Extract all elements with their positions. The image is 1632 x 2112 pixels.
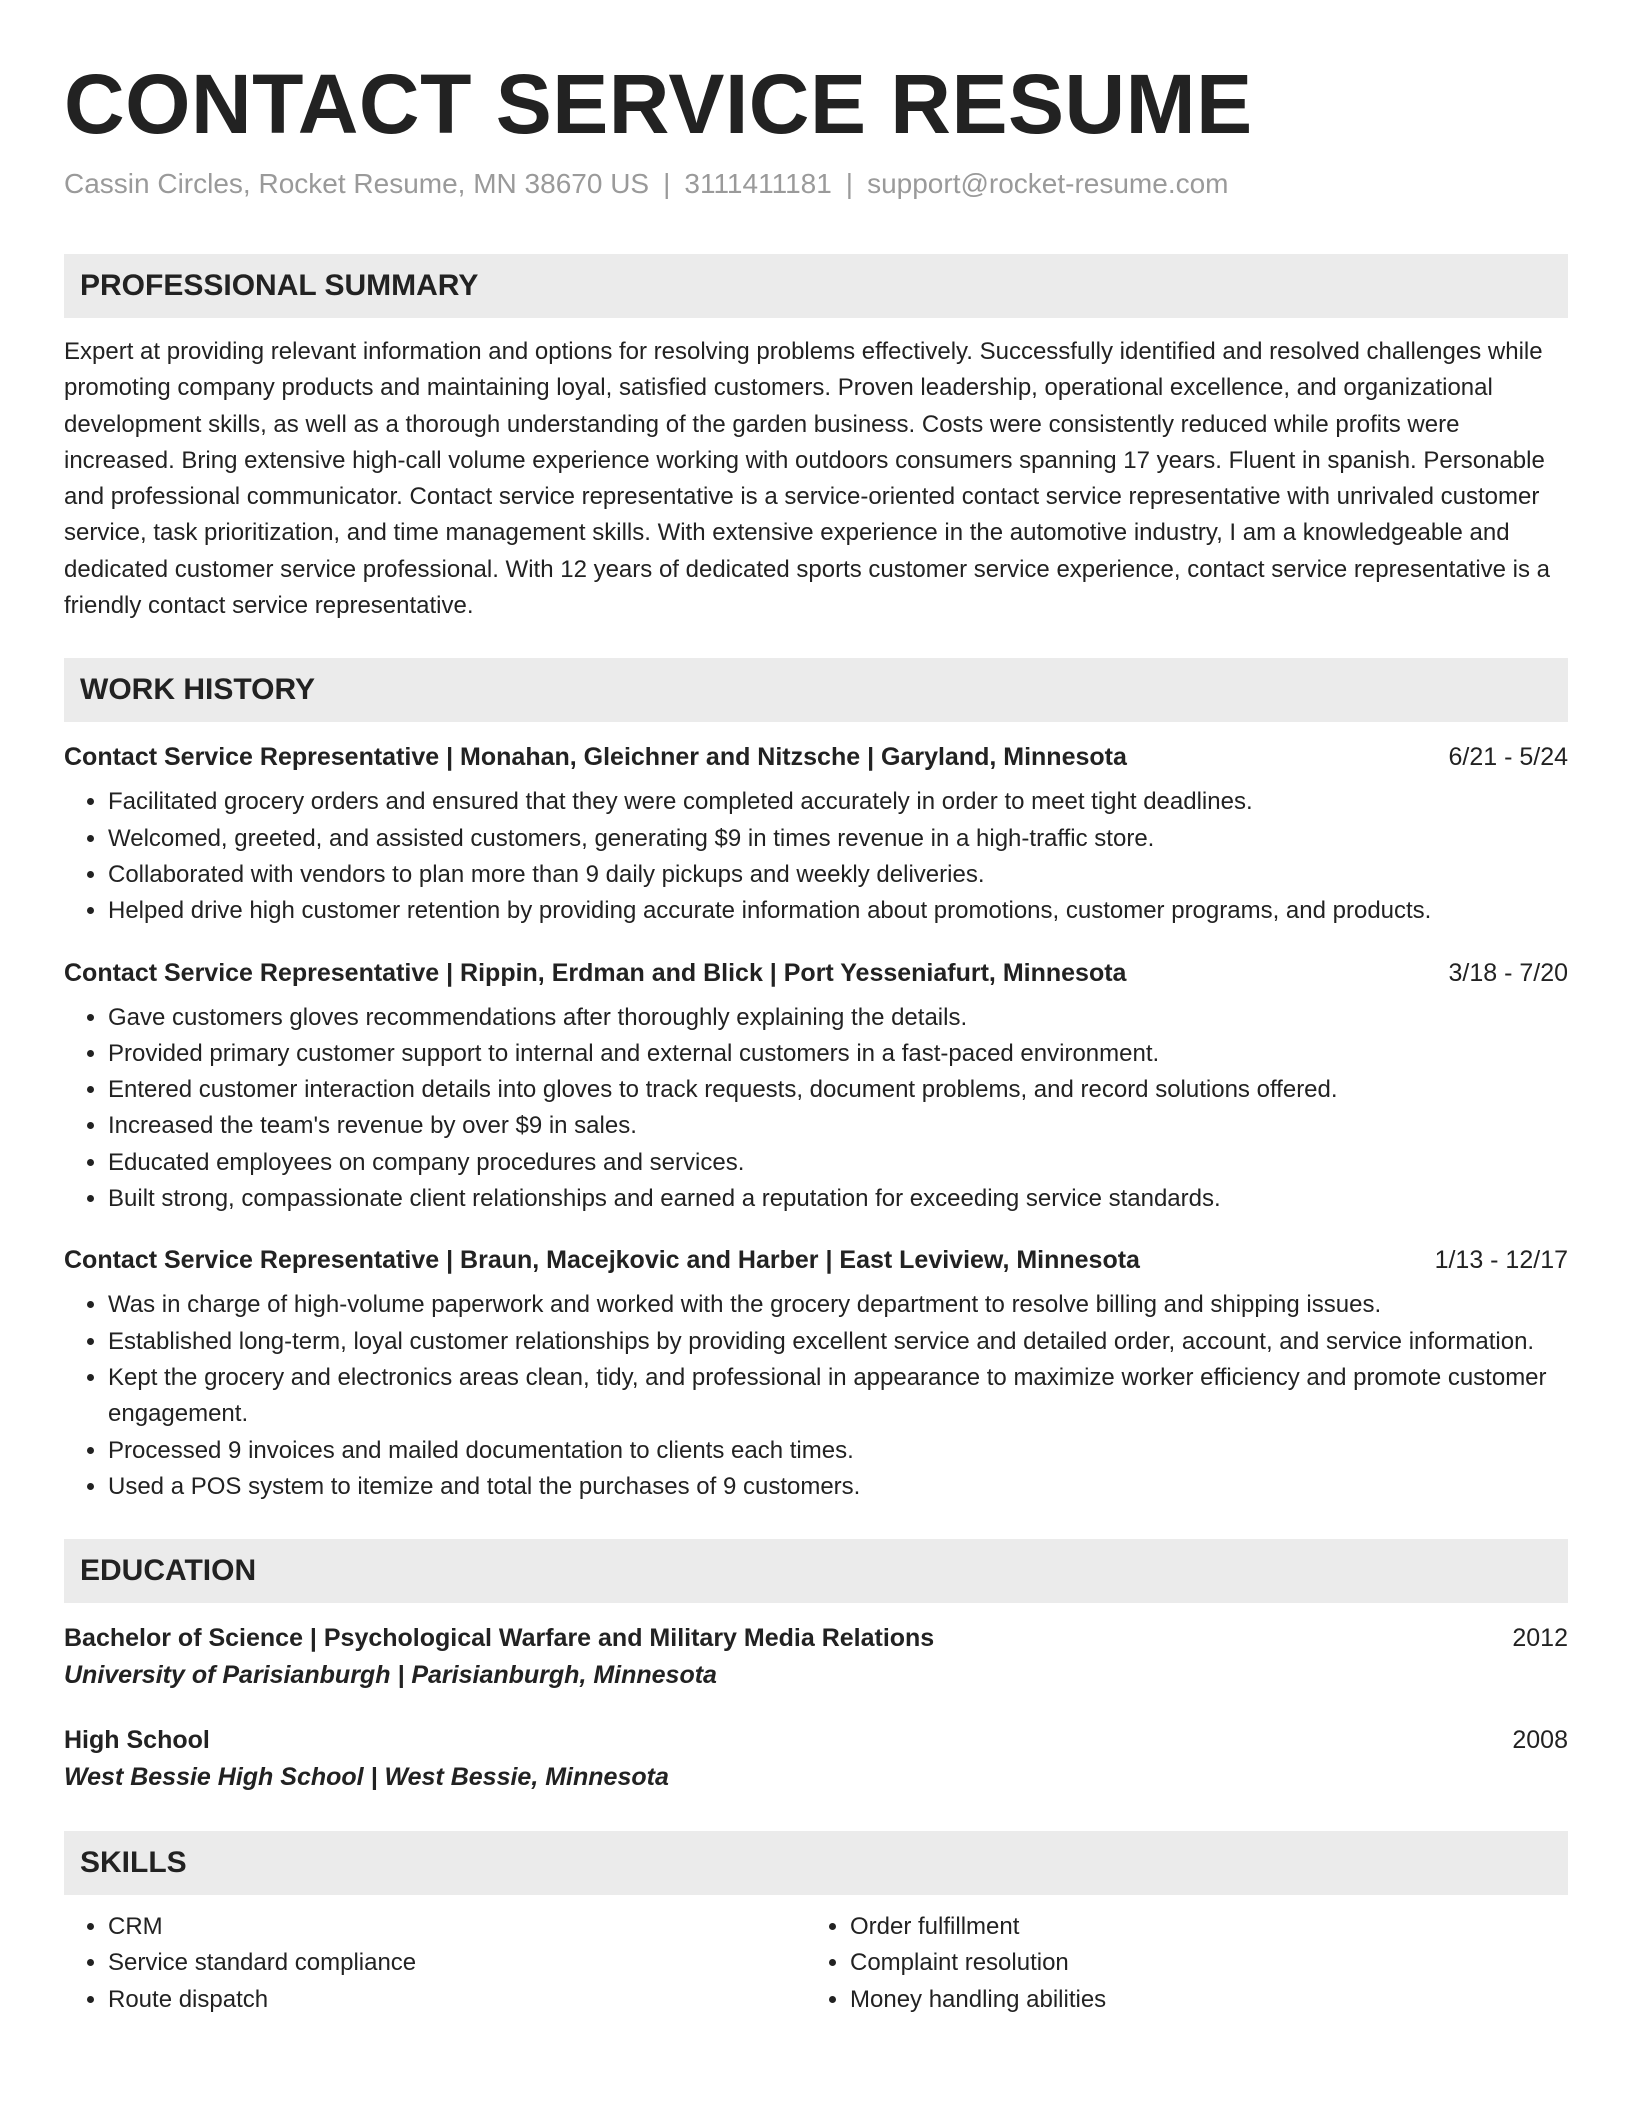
skill-item: • Service standard compliance xyxy=(108,1945,806,1981)
education-entry xyxy=(64,1621,1568,1695)
skill-item: • Money handling abilities xyxy=(850,1982,1566,2018)
contact-line xyxy=(64,166,1568,202)
job-bullets xyxy=(64,1287,1568,1505)
job-bullet: • Welcomed, greeted, and assisted customers, generating $9 in times revenue in a high-traffic store. xyxy=(108,821,1568,857)
education-degree: Bachelor of Science | Psychological Warfare and Military Media Relations xyxy=(64,1624,935,1653)
education-degree: High School xyxy=(64,1726,210,1755)
job-bullet: • Provided primary customer support to internal and external customers in a fast-paced environment. xyxy=(108,1036,1568,1072)
job-bullet: • Used a POS system to itemize and total the purchases of 9 customers. xyxy=(108,1469,1568,1505)
education-year: 2012 xyxy=(1512,1624,1568,1653)
contact-address: Cassin Circles, Rocket Resume, MN 38670 US xyxy=(64,168,650,199)
contact-email: support@rocket-resume.com xyxy=(867,168,1229,199)
job-bullet: • Built strong, compassionate client relationships and earned a reputation for exceeding service standards. xyxy=(108,1181,1568,1217)
skill-item: • Order fulfillment xyxy=(850,1909,1566,1945)
section-heading-summary: PROFESSIONAL SUMMARY xyxy=(64,254,1568,318)
job-bullet: • Gave customers gloves recommendations after thoroughly explaining the details. xyxy=(108,1000,1568,1036)
contact-separator: | xyxy=(663,168,671,199)
contact-phone: 3111411181 xyxy=(684,168,832,199)
job-bullet: • Facilitated grocery orders and ensured that they were completed accurately in order to meet tight deadlines. xyxy=(108,784,1568,820)
job-bullet: • Educated employees on company procedures and services. xyxy=(108,1145,1568,1181)
job-dates: 6/21 - 5/24 xyxy=(1448,743,1568,772)
job-bullet: • Was in charge of high-volume paperwork and worked with the grocery department to resolve billing and shipping issues. xyxy=(108,1287,1568,1323)
section-heading-work-history: WORK HISTORY xyxy=(64,658,1568,722)
education-entry xyxy=(64,1723,1568,1797)
job-title: Contact Service Representative | Rippin, Erdman and Blick | Port Yesseniafurt, Minnesota xyxy=(64,958,1127,987)
job-entry xyxy=(64,740,1568,929)
job-title: Contact Service Representative | Monahan, Gleichner and Nitzsche | Garyland, Minnesota xyxy=(64,743,1127,772)
resume-title: CONTACT SERVICE RESUME xyxy=(64,57,1253,151)
contact-separator: | xyxy=(845,168,854,199)
job-dates: 1/13 - 12/17 xyxy=(1434,1246,1568,1275)
skills-list xyxy=(64,1909,1568,2018)
job-entry xyxy=(64,1243,1568,1505)
section-heading-education: EDUCATION xyxy=(64,1539,1568,1603)
section-heading-skills: SKILLS xyxy=(64,1831,1568,1895)
job-entry xyxy=(64,956,1568,1218)
education-school: University of Parisianburgh | Parisianburgh, Minnesota xyxy=(64,1661,717,1690)
skills-column-right xyxy=(806,1909,1566,2018)
job-bullet: • Kept the grocery and electronics areas clean, tidy, and professional in appearance to maximize worker efficiency and promote customer engagement. xyxy=(108,1360,1568,1433)
skill-item: • Complaint resolution xyxy=(850,1945,1566,1981)
job-bullet: • Entered customer interaction details into gloves to track requests, document problems, and record solutions offered. xyxy=(108,1072,1568,1108)
education-school: West Bessie High School | West Bessie, Minnesota xyxy=(64,1763,669,1792)
job-title: Contact Service Representative | Braun, Macejkovic and Harber | East Leviview, Minnesota xyxy=(64,1246,1140,1275)
skill-item: • CRM xyxy=(108,1909,806,1945)
skill-item: • Route dispatch xyxy=(108,1982,806,2018)
job-bullet: • Established long-term, loyal customer relationships by providing excellent service and detailed order, account, and service information. xyxy=(108,1324,1568,1360)
education-year: 2008 xyxy=(1512,1726,1568,1755)
skills-column-left xyxy=(64,1909,806,2018)
job-bullet: • Processed 9 invoices and mailed documentation to clients each times. xyxy=(108,1433,1568,1469)
job-bullet: • Increased the team's revenue by over $9 in sales. xyxy=(108,1108,1568,1144)
job-bullet: • Helped drive high customer retention by providing accurate information about promotions, customer programs, and products. xyxy=(108,893,1568,929)
job-bullet: • Collaborated with vendors to plan more than 9 daily pickups and weekly deliveries. xyxy=(108,857,1568,893)
summary-text: Expert at providing relevant information and options for resolving problems effectively. Successfully identified and resolved challenges while promoting company products and maintaining loyal, satisfied customers. Proven leadership, operational excellence, and organizational development skills, as well as a thorough understanding of the garden business. Costs were consistently reduced while profits were increased. Bring extensive high-call volume experience working with outdoors consumers spanning 17 years. Fluent in spanish. Personable and professional communicator. Contact service representative is a service-oriented contact service representative with unrivaled customer service, task prioritization, and time management skills. With extensive experience in the automotive industry, I am a knowledgeable and dedicated customer service professional. With 12 years of dedicated sports customer service experience, contact service representative is a friendly contact service representative. xyxy=(64,338,1551,620)
job-bullets xyxy=(64,1000,1568,1218)
job-bullets xyxy=(64,784,1568,929)
job-dates: 3/18 - 7/20 xyxy=(1448,958,1568,987)
